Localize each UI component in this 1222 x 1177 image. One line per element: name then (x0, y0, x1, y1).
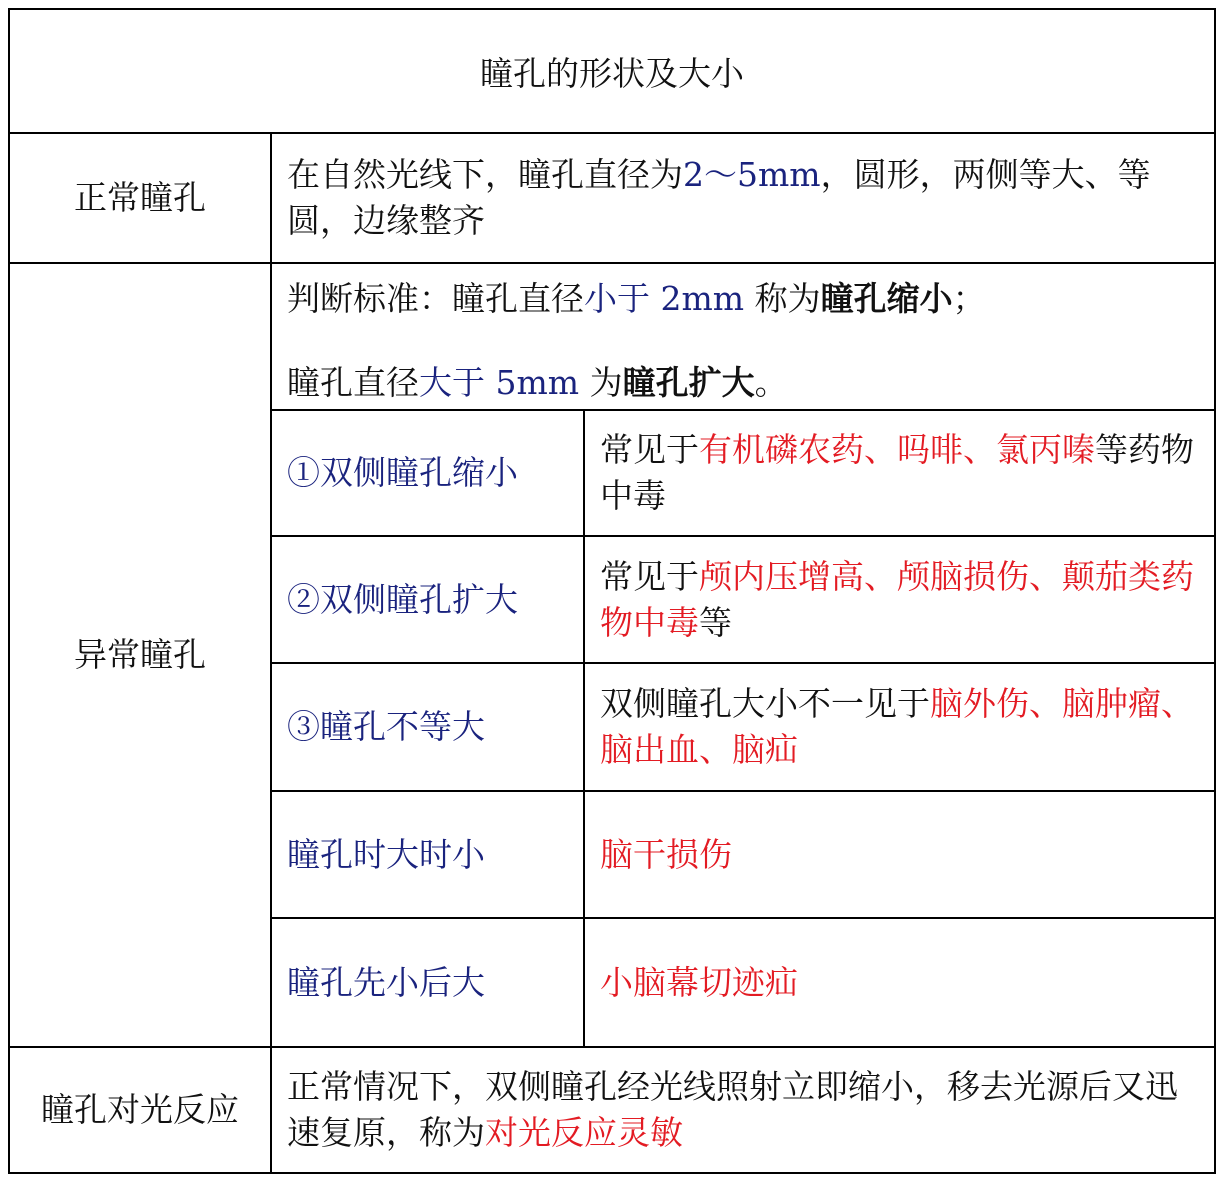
abnormal-row-1-post: 等 (699, 602, 732, 642)
abnormal-row-0-name: ①双侧瞳孔缩小 (287, 453, 518, 492)
abnormal-row-2-desc (600, 681, 1202, 773)
abnormal-row-3-name: 瞳孔时大时小 (287, 834, 485, 874)
criteria-line2-c: 为 (579, 363, 623, 402)
abnormal-row-0-highlight: 有机磷农药、吗啡、氯丙嗪 (699, 430, 1095, 469)
abnormal-row-1-name-cell (270, 535, 585, 664)
criteria-line2-a: 瞳孔直径 (287, 363, 419, 402)
abnormal-row-2-highlight: 脑外伤、脑肿瘤、脑出血、脑疝 (600, 684, 1194, 769)
abnormal-row-2-desc-cell (583, 662, 1216, 792)
normal-pupil-label: 正常瞳孔 (74, 178, 206, 217)
criteria-line2-e: 。 (754, 363, 788, 402)
criteria-line1-e: ； (952, 279, 986, 318)
abnormal-row-1-desc (600, 554, 1202, 646)
light-reflex-label-cell (8, 1046, 272, 1174)
abnormal-row-0-post: 等药物中毒 (600, 430, 1194, 515)
light-reflex-desc (287, 1064, 1202, 1156)
criteria-line1-b: 小于 2mm (584, 279, 745, 318)
abnormal-pupil-label: 异常瞳孔 (74, 635, 206, 674)
abnormal-row-0-name-cell (270, 409, 585, 537)
abnormal-row-3-desc-cell (583, 790, 1216, 919)
abnormal-row-3-name-cell (270, 790, 585, 919)
criteria-line1 (287, 276, 1202, 322)
abnormal-row-3-desc (600, 832, 732, 878)
abnormal-row-4-desc (600, 960, 798, 1006)
abnormal-row-4-name: 瞳孔先小后大 (287, 962, 485, 1002)
criteria-line1-a: 判断标准：瞳孔直径 (287, 279, 584, 318)
table-title: 瞳孔的形状及大小 (480, 53, 744, 93)
abnormal-row-2-name-cell (270, 662, 585, 792)
abnormal-row-4-name-cell (270, 917, 585, 1048)
abnormal-row-4-highlight: 小脑幕切迹疝 (600, 962, 798, 1002)
normal-pupil-desc (287, 152, 1202, 244)
abnormal-row-0-pre: 常见于 (600, 430, 699, 469)
criteria-line1-d: 瞳孔缩小 (820, 279, 953, 318)
abnormal-row-4-desc-cell (583, 917, 1216, 1048)
abnormal-row-3-highlight: 脑干损伤 (600, 834, 732, 874)
light-reflex-desc-highlight: 对光反应灵敏 (485, 1113, 683, 1152)
abnormal-row-0-desc-cell (583, 409, 1216, 537)
abnormal-row-2-pre: 双侧瞳孔大小不一见于 (600, 684, 930, 723)
light-reflex-label: 瞳孔对光反应 (41, 1090, 239, 1129)
light-reflex-desc-cell (270, 1046, 1216, 1174)
light-reflex-desc-part1: 正常情况下，双侧瞳孔经光线照射立即缩小，移去光源后又迅速复原，称为 (287, 1067, 1178, 1152)
abnormal-row-2-name: ③瞳孔不等大 (287, 707, 485, 746)
normal-desc-part1: 在自然光线下，瞳孔直径为 (287, 155, 683, 194)
abnormal-row-0-desc (600, 427, 1202, 519)
abnormal-row-1-pre: 常见于 (600, 556, 699, 596)
normal-desc-diameter: 2～5mm (683, 155, 821, 194)
abnormal-pupil-label-cell (8, 262, 272, 1048)
criteria-line2 (287, 360, 1202, 406)
abnormal-row-1-desc-cell (583, 535, 1216, 664)
normal-desc-part2: ，圆形，两侧等大、等圆，边缘整齐 (287, 155, 1151, 240)
abnormal-row-1-name: ②双侧瞳孔扩大 (287, 579, 518, 619)
criteria-cell (270, 262, 1216, 411)
criteria-line2-b: 大于 5mm (419, 363, 580, 402)
table-title-cell (8, 8, 1216, 134)
criteria-line2-d: 瞳孔扩大 (622, 363, 755, 402)
normal-pupil-label-cell (8, 132, 272, 264)
normal-pupil-desc-cell (270, 132, 1216, 264)
abnormal-row-1-highlight: 颅内压增高、颅脑损伤、颠茄类药物中毒 (600, 556, 1194, 642)
criteria-line1-c: 称为 (744, 279, 821, 318)
